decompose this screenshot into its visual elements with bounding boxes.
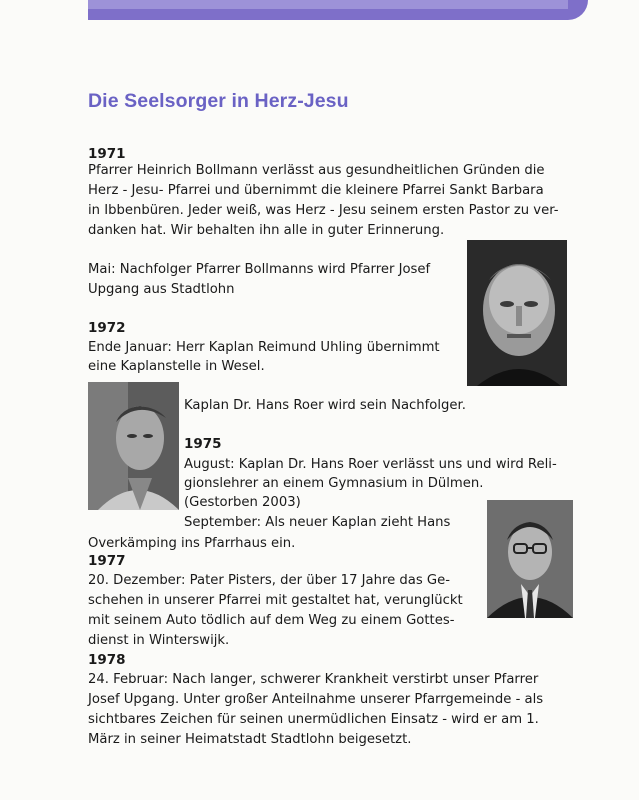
text-line: Kaplan Dr. Hans Roer wird sein Nachfolger. — [184, 398, 466, 413]
text-line: mit seinem Auto tödlich auf dem Weg zu einem Gottes- — [88, 613, 455, 628]
year-1971: 1971 — [88, 146, 126, 162]
text-line: Josef Upgang. Unter großer Anteilnahme unserer Pfarrgemeinde - als — [88, 692, 544, 707]
text-line: (Gestorben 2003) — [184, 495, 301, 510]
text-line: Pfarrer Heinrich Bollmann verlässt aus gesundheitlichen Gründen die — [88, 163, 545, 178]
text-line: 20. Dezember: Pater Pisters, der über 17 Jahre das Ge- — [88, 573, 451, 588]
portrait-photo-roer — [88, 382, 179, 510]
header-band-highlight — [88, 0, 568, 9]
text-line: danken hat. Wir behalten ihn alle in guter Erinnerung. — [88, 223, 445, 238]
year-1978: 1978 — [88, 652, 126, 668]
text-line: September: Als neuer Kaplan zieht Hans — [184, 515, 451, 530]
portrait-photo-overkaemping — [487, 500, 573, 618]
text-line: Overkämping ins Pfarrhaus ein. — [88, 536, 296, 551]
page-title: Die Seelsorger in Herz-Jesu — [88, 90, 349, 112]
text-line: Mai: Nachfolger Pfarrer Bollmanns wird Pfarrer Josef — [88, 262, 431, 277]
text-line: sichtbares Zeichen für seinen unermüdlichen Einsatz - wird er am 1. — [88, 712, 539, 727]
year-1975: 1975 — [184, 436, 222, 452]
text-line: gionslehrer an einem Gymnasium in Dülmen. — [184, 476, 484, 491]
text-line: 24. Februar: Nach langer, schwerer Krankheit verstirbt unser Pfarrer — [88, 672, 539, 687]
text-line: eine Kaplanstelle in Wesel. — [88, 359, 265, 374]
year-1972: 1972 — [88, 320, 126, 336]
text-line: schehen in unserer Pfarrei mit gestaltet hat, verunglückt — [88, 593, 463, 608]
year-1977: 1977 — [88, 553, 126, 569]
portrait-photo-upgang — [467, 240, 567, 386]
text-line: Upgang aus Stadtlohn — [88, 282, 235, 297]
text-line: Ende Januar: Herr Kaplan Reimund Uhling übernimmt — [88, 340, 440, 355]
text-line: Herz - Jesu- Pfarrei und übernimmt die kleinere Pfarrei Sankt Barbara — [88, 183, 544, 198]
text-line: März in seiner Heimatstadt Stadtlohn beigesetzt. — [88, 732, 412, 747]
text-line: August: Kaplan Dr. Hans Roer verlässt uns und wird Reli- — [184, 457, 557, 472]
text-line: dienst in Winterswijk. — [88, 633, 230, 648]
text-line: in Ibbenbüren. Jeder weiß, was Herz - Jesu seinem ersten Pastor zu ver- — [88, 203, 559, 218]
